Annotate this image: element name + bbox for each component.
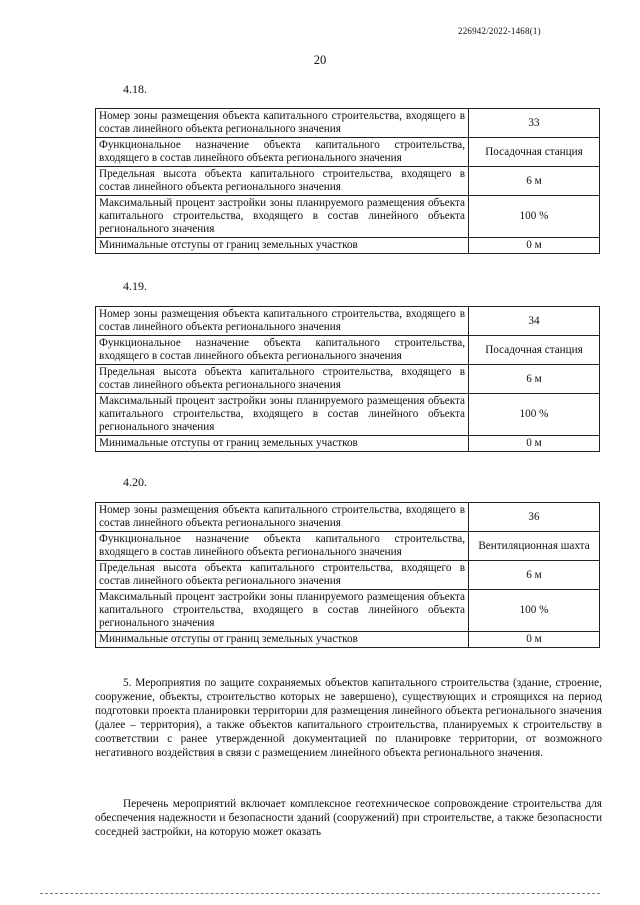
param-value: Посадочная станция xyxy=(469,138,600,167)
param-name: Номер зоны размещения объекта капитального строительства, входящего в состав линейного объекта регионального значения xyxy=(96,307,469,336)
param-name: Предельная высота объекта капитального строительства, входящего в состав линейного объекта регионального значения xyxy=(96,167,469,196)
params-table-4-20 xyxy=(95,502,600,648)
paragraph-5 xyxy=(95,676,602,760)
paragraph-text: Перечень мероприятий включает комплексное геотехническое сопровождение строительства для обеспечения надежности и безопасности зданий (сооружений) при строительстве, а также безопасности соседней застройки, на которую может оказать xyxy=(95,798,602,838)
params-table-4-18 xyxy=(95,108,600,254)
param-value: 100 % xyxy=(469,394,600,436)
param-name: Максимальный процент застройки зоны планируемого размещения объекта капитального строительства, входящего в состав линейного объекта регионального значения xyxy=(96,394,469,436)
param-name: Функциональное назначение объекта капитального строительства, входящего в состав линейного объекта регионального значения xyxy=(96,138,469,167)
table-row xyxy=(96,590,600,632)
table-row xyxy=(96,503,600,532)
section-label-4-19: 4.19. xyxy=(123,279,147,293)
table-row xyxy=(96,196,600,238)
param-name: Номер зоны размещения объекта капитального строительства, входящего в состав линейного объекта регионального значения xyxy=(96,109,469,138)
param-value: 100 % xyxy=(469,590,600,632)
param-value: 34 xyxy=(469,307,600,336)
param-value: 0 м xyxy=(469,238,600,254)
section-label-4-18: 4.18. xyxy=(123,82,147,96)
param-value: Посадочная станция xyxy=(469,336,600,365)
document-id: 226942/2022-1468(1) xyxy=(458,26,541,36)
param-value: Вентиляционная шахта xyxy=(469,532,600,561)
table-row xyxy=(96,561,600,590)
table-row xyxy=(96,632,600,648)
table-row xyxy=(96,307,600,336)
param-value: 0 м xyxy=(469,632,600,648)
param-value: 0 м xyxy=(469,436,600,452)
param-value: 6 м xyxy=(469,167,600,196)
section-label-4-20: 4.20. xyxy=(123,475,147,489)
param-name: Максимальный процент застройки зоны планируемого размещения объекта капитального строительства, входящего в состав линейного объекта регионального значения xyxy=(96,590,469,632)
param-value: 33 xyxy=(469,109,600,138)
table-row xyxy=(96,167,600,196)
table-row xyxy=(96,532,600,561)
table-row xyxy=(96,394,600,436)
paragraph-measures xyxy=(95,797,602,839)
param-name: Предельная высота объекта капитального строительства, входящего в состав линейного объекта регионального значения xyxy=(96,561,469,590)
param-name: Предельная высота объекта капитального строительства, входящего в состав линейного объекта регионального значения xyxy=(96,365,469,394)
param-value: 6 м xyxy=(469,561,600,590)
table-row xyxy=(96,365,600,394)
param-name: Минимальные отступы от границ земельных участков xyxy=(96,436,469,452)
param-name: Максимальный процент застройки зоны планируемого размещения объекта капитального строительства, входящего в состав линейного объекта регионального значения xyxy=(96,196,469,238)
param-name: Минимальные отступы от границ земельных участков xyxy=(96,238,469,254)
param-value: 6 м xyxy=(469,365,600,394)
table-row xyxy=(96,138,600,167)
param-name: Функциональное назначение объекта капитального строительства, входящего в состав линейного объекта регионального значения xyxy=(96,336,469,365)
bottom-scan-rule xyxy=(40,893,600,894)
params-table-4-19 xyxy=(95,306,600,452)
param-name: Номер зоны размещения объекта капитального строительства, входящего в состав линейного объекта регионального значения xyxy=(96,503,469,532)
param-name: Функциональное назначение объекта капитального строительства, входящего в состав линейного объекта регионального значения xyxy=(96,532,469,561)
table-row xyxy=(96,238,600,254)
page-number: 20 xyxy=(313,53,327,67)
param-name: Минимальные отступы от границ земельных участков xyxy=(96,632,469,648)
table-row xyxy=(96,436,600,452)
paragraph-text: 5. Мероприятия по защите сохраняемых объектов капитального строительства (здание, строение, сооружение, объекты, строительство которых не завершено), существующих и строящихся на период подготовки проекта планировки территории для размещения линейного объекта регионального значения (далее – территория), а также объектов капитального строительства, планируемых к строительству в соответствии с ранее утвержденной документацией по планировке территории, от возможного негативного воздействия в связи с размещением линейного объекта регионального значения. xyxy=(95,677,602,759)
param-value: 36 xyxy=(469,503,600,532)
table-row xyxy=(96,336,600,365)
param-value: 100 % xyxy=(469,196,600,238)
table-row xyxy=(96,109,600,138)
